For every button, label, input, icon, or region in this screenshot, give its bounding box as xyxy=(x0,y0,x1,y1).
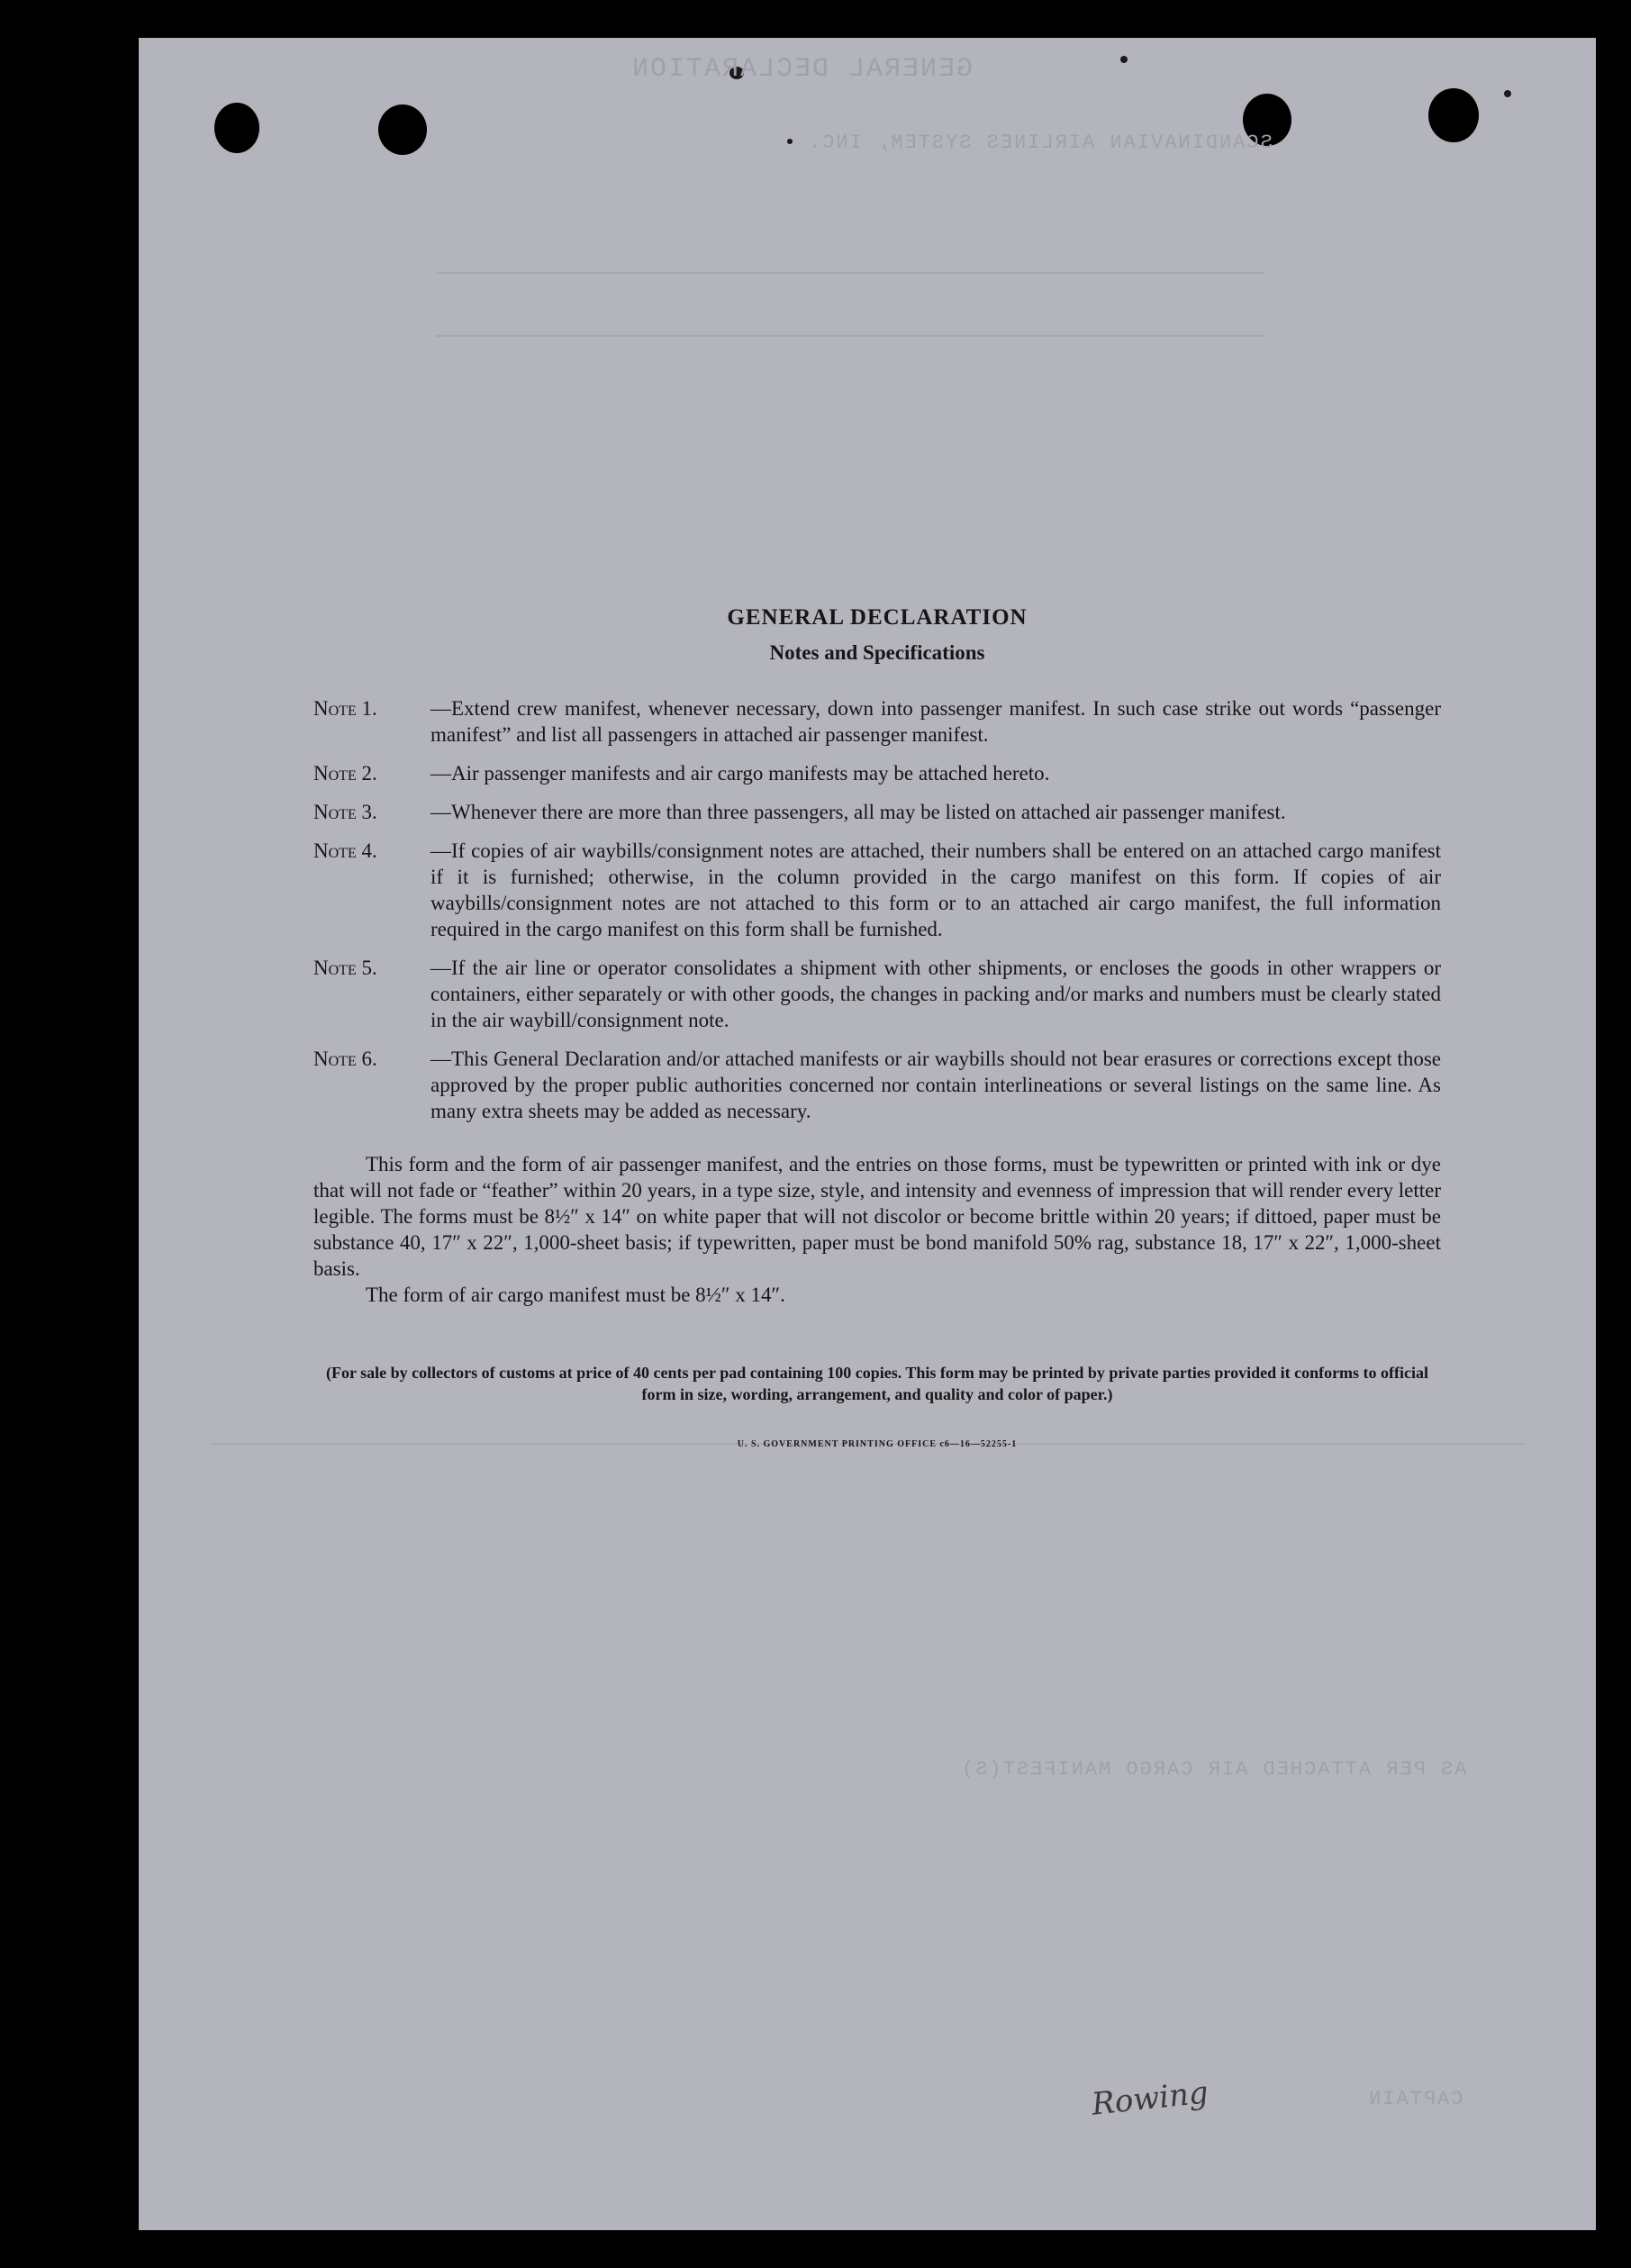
ink-spot xyxy=(787,139,793,144)
cargo-format-paragraph: The form of air cargo manifest must be 8½″ x 14″. xyxy=(366,1284,785,1306)
sale-note: (For sale by collectors of customs at price of 40 cents per pad containing 100 copies. This form may be printed by private parties provided it conforms to official form in size, wording, arrangement, and quality and color of paper.) xyxy=(325,1364,1429,1403)
note-label: Note 2. xyxy=(313,762,377,785)
note-text: —This General Declaration and/or attached manifests or air waybills should not bear erasures or corrections except those approved by the proper public authorities concerned nor contain interlineations or several listings on the same line. As many extra sheets may be added as necessary. xyxy=(430,1048,1441,1122)
punch-hole xyxy=(214,103,259,153)
note-label: Note 3. xyxy=(313,801,377,823)
note-text: —If copies of air waybills/consignment notes are attached, their numbers shall be entered on an attached cargo manifest if it is furnished; otherwise, in the column provided in the cargo manifest on this form. If copies of air waybills/consignment notes are not attached to this form or to an attached air cargo manifest, the full information required in the cargo manifest on this form shall be furnished. xyxy=(430,839,1441,940)
page-title: GENERAL DECLARATION xyxy=(727,605,1028,630)
note-1 xyxy=(313,695,1441,748)
note-3 xyxy=(313,799,1441,825)
note-label: Note 4. xyxy=(313,839,377,862)
note-label: Note 6. xyxy=(313,1048,377,1070)
page-subtitle: Notes and Specifications xyxy=(769,641,985,664)
punch-hole xyxy=(1428,88,1479,142)
notes-section xyxy=(313,605,1441,1449)
bleed-through-captain: CAPTAIN xyxy=(1367,2088,1463,2110)
printer-imprint: U. S. GOVERNMENT PRINTING OFFICE c6—16—52255-1 xyxy=(737,1439,1018,1449)
bleed-through-title: GENERAL DECLARATION xyxy=(630,54,974,85)
bleed-through-rule xyxy=(436,272,1264,274)
note-2 xyxy=(313,760,1441,786)
handwritten-signature: Rowing xyxy=(1090,2074,1210,2123)
note-label: Note 1. xyxy=(313,697,377,720)
note-5 xyxy=(313,955,1441,1033)
note-label: Note 5. xyxy=(313,957,377,979)
note-text: —Whenever there are more than three passengers, all may be listed on attached air passenger manifest. xyxy=(430,801,1286,823)
note-text: —Extend crew manifest, whenever necessary, down into passenger manifest. In such case strike out words “passenger manifest” and list all passengers in attached air passenger manifest. xyxy=(430,697,1441,746)
ink-spot xyxy=(1120,56,1128,63)
bleed-through-rule xyxy=(436,335,1264,337)
note-4 xyxy=(313,838,1441,942)
ink-spot xyxy=(1504,90,1511,97)
note-text: —Air passenger manifests and air cargo manifests may be attached hereto. xyxy=(430,762,1050,785)
punch-hole xyxy=(378,104,427,155)
bleed-through-company: SCANDINAVIAN AIRLINES SYSTEM, INC. xyxy=(807,132,1273,154)
format-paragraph: This form and the form of air passenger manifest, and the entries on those forms, must be typewritten or printed with ink or dye that will not fade or “feather” within 20 years, in a type size, style, and intensity and evenness of impression that will render every letter legible. The forms must be 8½″ x 14″ on white paper that will not discolor or become brittle within 20 years; if dittoed, paper must be substance 40, 17″ x 22″, 1,000-sheet basis; if typewritten, paper must be bond manifold 50% rag, substance 18, 17″ x 22″, 1,000-sheet basis. xyxy=(313,1153,1441,1280)
note-text: —If the air line or operator consolidates a shipment with other shipments, or encloses the goods in other wrappers or containers, either separately or with other goods, the changes in packing and/or marks and numbers must be clearly stated in the air waybill/consignment note. xyxy=(430,957,1441,1031)
note-6 xyxy=(313,1046,1441,1124)
bleed-through-cargo: AS PER ATTACHED AIR CARGO MANIFEST(S) xyxy=(960,1758,1467,1781)
